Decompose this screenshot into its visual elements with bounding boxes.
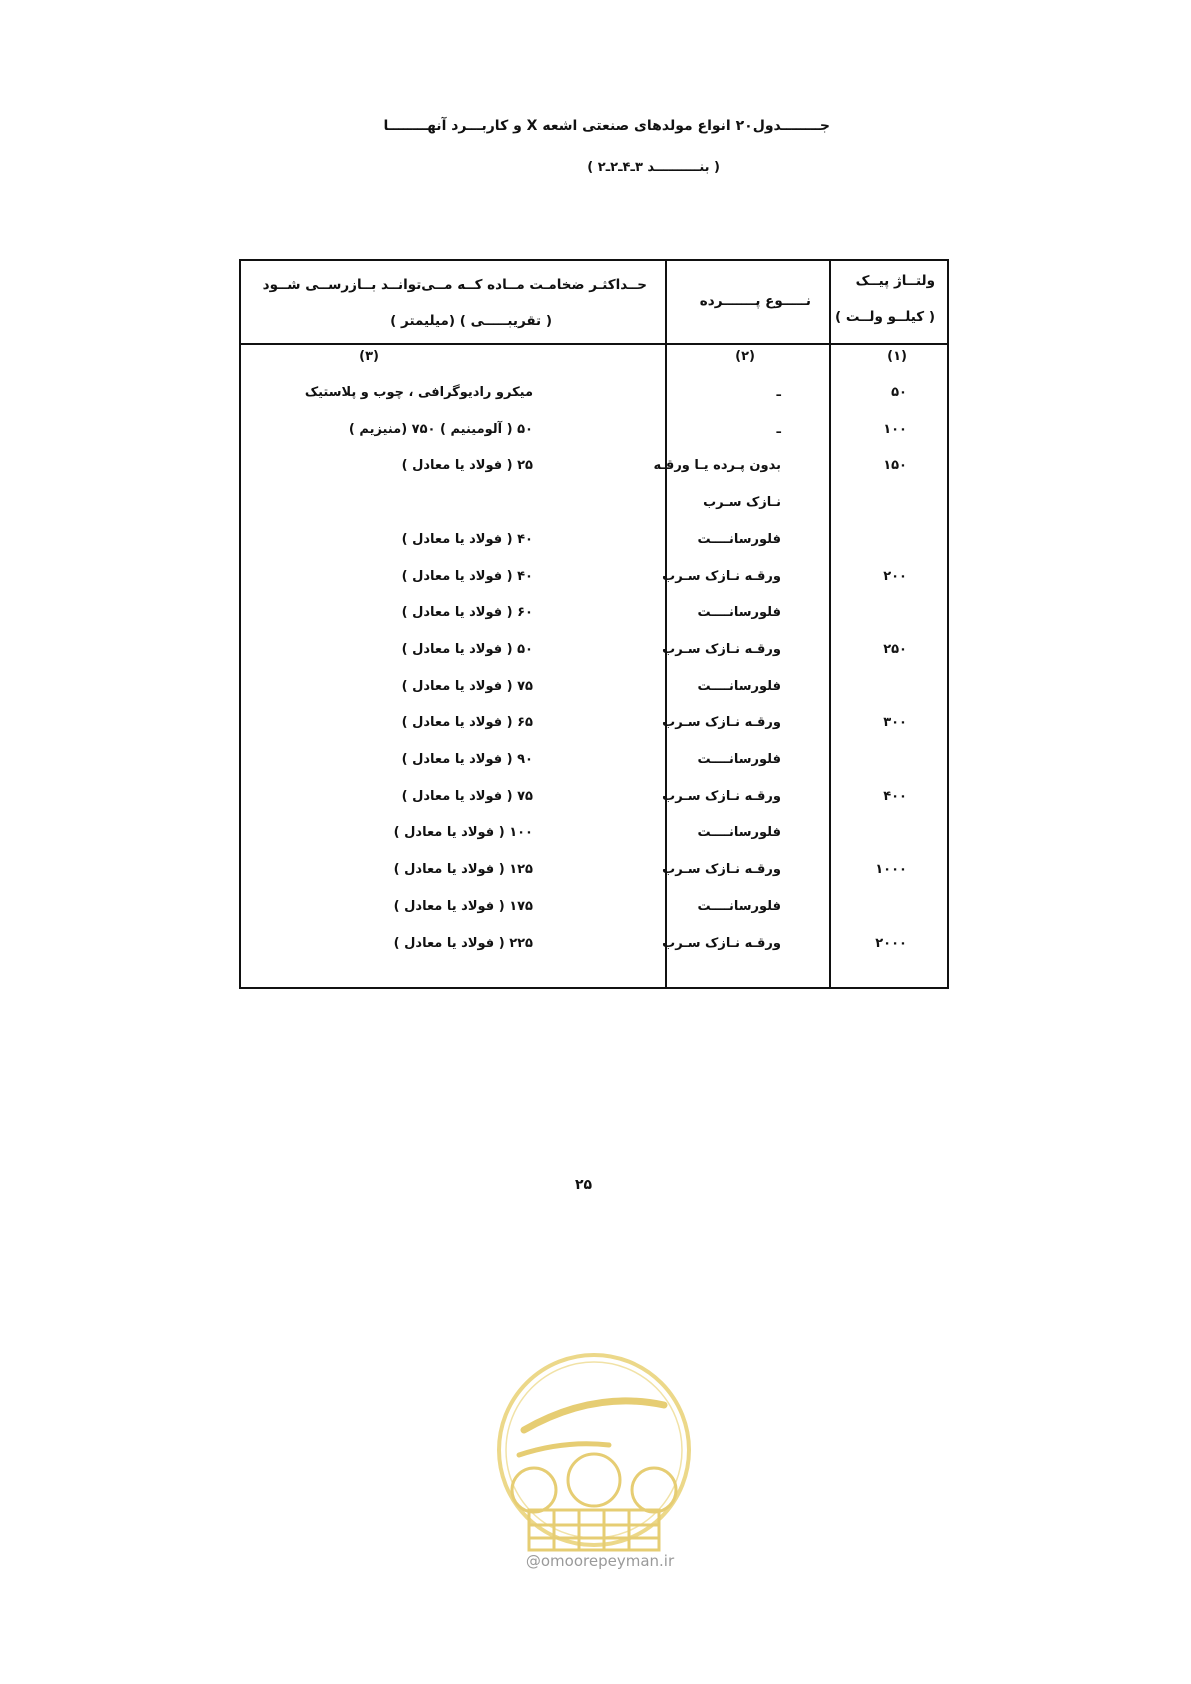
row-screen: ورقـه نـازک سـرب — [662, 788, 781, 804]
row-voltage: ۱۰۰ — [883, 421, 907, 437]
row-screen: ـ — [776, 421, 781, 437]
row-thickness: ۵۰ ( آلومینیم ) ۷۵۰ (منیزیم ) — [348, 421, 533, 437]
page-number: ۲۵ — [575, 1177, 593, 1193]
row-screen: نـازک سـرب — [703, 495, 781, 511]
row-thickness: ۱۲۵ ( فولاد یا معادل ) — [393, 862, 533, 878]
column-divider — [829, 261, 831, 987]
row-screen: ورقـه نـازک سـرب — [662, 568, 781, 584]
row-thickness: ۱۷۵ ( فولاد یا معادل ) — [393, 898, 533, 914]
row-screen: فلورسانــــت — [697, 605, 781, 621]
row-thickness: ۷۵ ( فولاد یا معادل ) — [401, 678, 533, 694]
column-number-1: (۱) — [887, 349, 907, 364]
row-thickness: میکرو رادیوگرافی ، چوب و پلاستیک — [304, 385, 533, 400]
row-screen: فلورسانــــت — [697, 825, 781, 841]
watermark-logo — [494, 1350, 694, 1580]
row-screen: فلورسانــــت — [697, 898, 781, 914]
column-number-2: (۲) — [735, 349, 755, 364]
row-voltage: ۲۰۰۰ — [875, 935, 907, 951]
row-voltage: ۵۰ — [891, 385, 907, 400]
row-voltage: ۱۰۰۰ — [875, 862, 907, 878]
data-table — [239, 259, 949, 989]
header-divider — [241, 343, 947, 345]
row-thickness: ۴۰ ( فولاد یا معادل ) — [401, 531, 533, 547]
row-screen: ورقـه نـازک سـرب — [662, 935, 781, 951]
header-thickness-note: ( تقریبـــــی ) (میلیمتر ) — [390, 313, 552, 329]
row-voltage: ۲۵۰ — [883, 641, 907, 657]
column-number-3: (۳) — [359, 349, 379, 364]
row-thickness: ۵۰ ( فولاد یا معادل ) — [401, 641, 533, 657]
table-subtitle: ( بنــــــــــد ۳ـ۴ـ۲ـ۲ ) — [587, 160, 720, 175]
row-thickness: ۶۵ ( فولاد یا معادل ) — [401, 715, 533, 731]
row-voltage: ۱۵۰ — [883, 458, 907, 474]
row-screen: ورقـه نـازک سـرب — [662, 862, 781, 878]
row-thickness: ۲۲۵ ( فولاد یا معادل ) — [393, 935, 533, 951]
row-thickness: ۴۰ ( فولاد یا معادل ) — [401, 568, 533, 584]
header-voltage-unit: ( کیلــو ولــت ) — [835, 309, 935, 325]
column-divider — [665, 261, 667, 987]
row-screen: بدون پـرده یـا ورقـه — [653, 458, 781, 474]
row-thickness: ۶۰ ( فولاد یا معادل ) — [401, 605, 533, 621]
row-voltage: ۳۰۰ — [883, 715, 907, 731]
row-screen: فلورسانــــت — [697, 531, 781, 547]
row-voltage: ۴۰۰ — [883, 788, 907, 804]
header-thickness: حــداکثـر ضخامـت مــاده کــه مــی‌توانــد بــازرســی شــود — [262, 277, 647, 293]
row-voltage: ۲۰۰ — [883, 568, 907, 584]
row-thickness: ۹۰ ( فولاد یا معادل ) — [401, 752, 533, 767]
header-screen: نـــــوع پـــــــرده — [699, 293, 811, 309]
row-screen: ورقـه نـازک سـرب — [662, 641, 781, 657]
row-thickness: ۷۵ ( فولاد یا معادل ) — [401, 788, 533, 804]
row-thickness: ۱۰۰ ( فولاد یا معادل ) — [393, 825, 533, 841]
row-thickness: ۲۵ ( فولاد یا معادل ) — [401, 458, 533, 474]
watermark-handle: @omoorepeyman.ir — [525, 1552, 675, 1570]
table-title: جــــــــدول۲۰ انواع مولدهای صنعتی اشعه X و کاربـــرد آنهــــــــا — [383, 118, 830, 134]
row-screen: فلورسانــــت — [697, 752, 781, 767]
row-screen: فلورسانــــت — [697, 678, 781, 694]
row-screen: ـ — [776, 385, 781, 400]
row-screen: ورقـه نـازک سـرب — [662, 715, 781, 731]
header-voltage: ولتــاژ پیــک — [855, 273, 935, 289]
